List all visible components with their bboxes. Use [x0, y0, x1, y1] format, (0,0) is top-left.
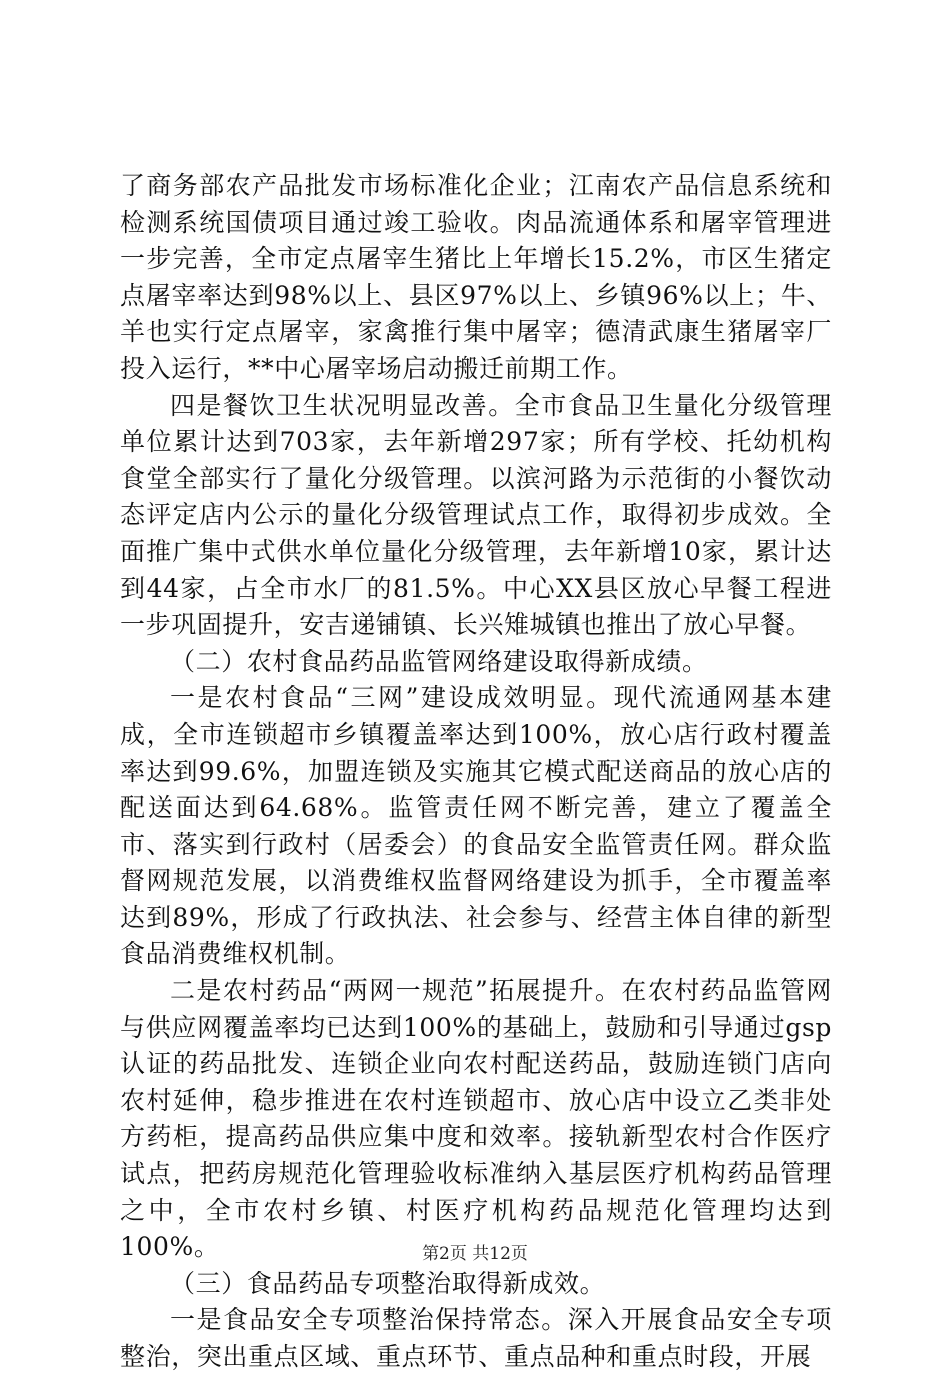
page-footer: 第2页 共12页	[422, 1244, 528, 1264]
paragraph-2: 四是餐饮卫生状况明显改善。全市食品卫生量化分级管理单位累计达到703家，去年新增297家；所有学校、托幼机构食堂全部实行了量化分级管理。以滨河路为示范街的小餐饮动态评定店内公示的量化分级管理试点工作，取得初步成效。全面推广集中式供水单位量化分级管理，去年新增10家，累计达到44家，占全市水厂的81.5%。中心XX县区放心早餐工程进一步巩固提升，安吉递铺镇、长兴雉城镇也推出了放心早餐。	[120, 390, 832, 640]
section-heading-2: （二）农村食品药品监管网络建设取得新成绩。	[170, 646, 708, 676]
paragraph-5: 一是食品安全专项整治保持常态。深入开展食品安全专项整治，突出重点区域、重点环节、重点品种和重点时段，开展	[120, 1305, 832, 1371]
document-body	[120, 168, 832, 1376]
paragraph-3: 一是农村食品“三网”建设成效明显。现代流通网基本建成，全市连锁超市乡镇覆盖率达到100%，放心店行政村覆盖率达到99.6%，加盟连锁及实施其它模式配送商品的放心店的配送面达到64.68%。监管责任网不断完善，建立了覆盖全市、落实到行政村（居委会）的食品安全监管责任网。群众监督网规范发展，以消费维权监督网络建设为抓手，全市覆盖率达到89%，形成了行政执法、社会参与、经营主体自律的新型食品消费维权机制。	[120, 683, 832, 969]
paragraph-4: 二是农村药品“两网一规范”拓展提升。在农村药品监管网与供应网覆盖率均已达到100%的基础上，鼓励和引导通过gsp认证的药品批发、连锁企业向农村配送药品，鼓励连锁门店向农村延伸，稳步推进在农村连锁超市、放心店中设立乙类非处方药柜，提高药品供应集中度和效率。接轨新型农村合作医疗试点，把药房规范化管理验收标准纳入基层医疗机构药品管理之中，全市农村乡镇、村医疗机构药品规范化管理均达到100%。	[120, 976, 832, 1262]
paragraph-1: 了商务部农产品批发市场标准化企业；江南农产品信息系统和检测系统国债项目通过竣工验收。肉品流通体系和屠宰管理进一步完善，全市定点屠宰生猪比上年增长15.2%，市区生猪定点屠宰率达到98%以上、县区97%以上、乡镇96%以上；牛、羊也实行定点屠宰，家禽推行集中屠宰；德清武康生猪屠宰厂投入运行，**中心屠宰场启动搬迁前期工作。	[120, 171, 832, 383]
section-heading-3: （三）食品药品专项整治取得新成效。	[170, 1268, 606, 1298]
